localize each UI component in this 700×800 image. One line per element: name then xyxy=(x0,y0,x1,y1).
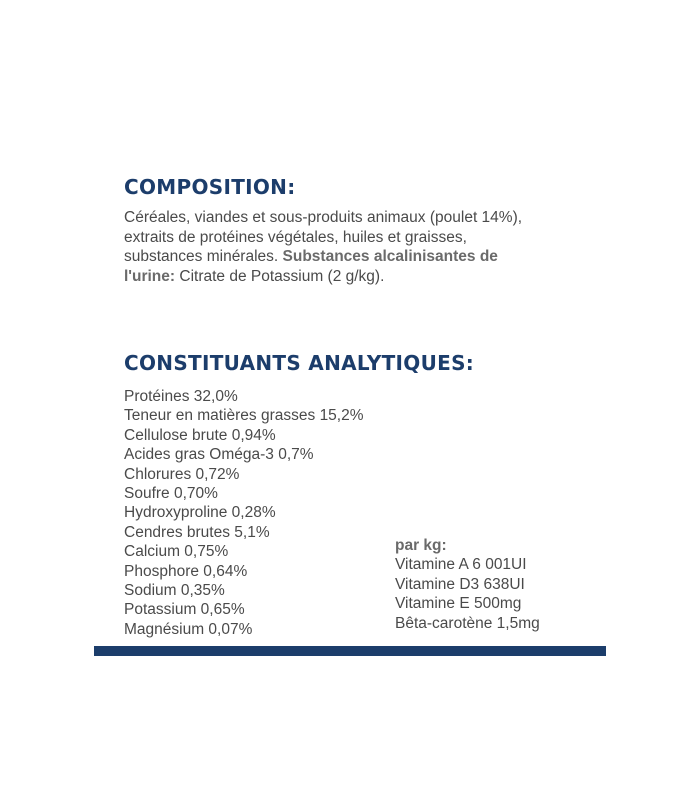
per-kg-label: par kg: xyxy=(395,537,447,554)
list-item: Calcium 0,75% xyxy=(124,543,229,561)
urine-alkalizer-text: Citrate de Potassium (2 g/kg). xyxy=(175,267,385,285)
list-item: Teneur en matières grasses 15,2% xyxy=(124,407,364,425)
per-kg-list xyxy=(395,536,540,633)
analytic-constituents-list xyxy=(124,387,364,639)
list-item: Cendres brutes 5,1% xyxy=(124,523,270,541)
list-item: Hydroxyproline 0,28% xyxy=(124,504,276,522)
list-item: Vitamine E 500mg xyxy=(395,595,522,613)
list-item: Chlorures 0,72% xyxy=(124,465,240,483)
analytic-heading: CONSTITUANTS ANALYTIQUES: xyxy=(124,351,475,375)
list-item: Vitamine A 6 001UI xyxy=(395,556,527,574)
list-item: Bêta-carotène 1,5mg xyxy=(395,614,540,632)
composition-heading: COMPOSITION: xyxy=(124,175,296,199)
list-item: Soufre 0,70% xyxy=(124,485,218,503)
list-item: Cellulose brute 0,94% xyxy=(124,426,276,444)
list-item: Magnésium 0,07% xyxy=(124,620,253,638)
list-item: Acides gras Oméga-3 0,7% xyxy=(124,446,314,464)
list-item: Vitamine D3 638UI xyxy=(395,575,525,593)
composition-ingredients: Céréales, viandes et sous-produits animaux (poulet 14%), extraits de protéines végétales, huiles et graisses, substances minérales. xyxy=(124,209,523,266)
bottom-accent-bar xyxy=(94,646,606,656)
list-item: Protéines 32,0% xyxy=(124,388,238,405)
urine-alkalizer-label: Substances alcalinisantes de l'urine: xyxy=(124,248,498,285)
list-item: Potassium 0,65% xyxy=(124,601,245,619)
composition-text xyxy=(124,208,524,286)
list-item: Phosphore 0,64% xyxy=(124,562,248,580)
list-item: Sodium 0,35% xyxy=(124,582,225,600)
